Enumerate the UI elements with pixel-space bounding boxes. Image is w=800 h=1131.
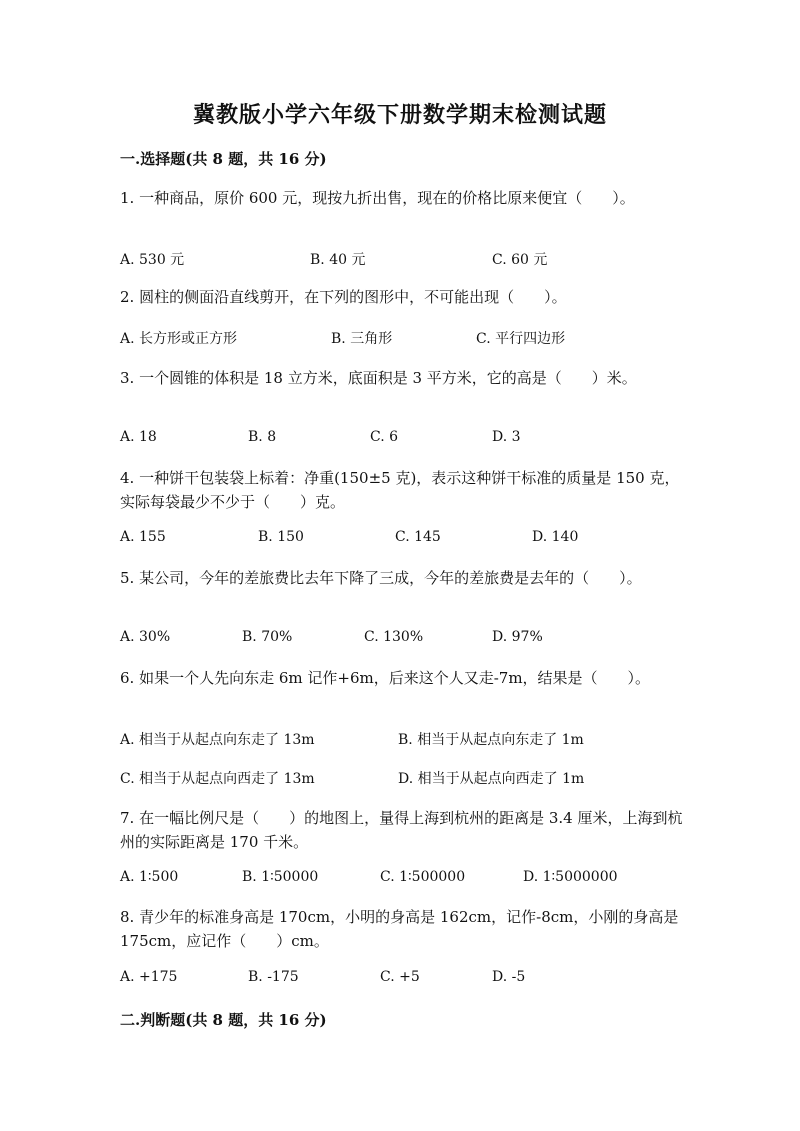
- question-7: 7. 在一幅比例尺是（ ）的地图上，量得上海到杭州的距离是 3.4 厘米，上海到杭州的实际距离是 170 千米。: [120, 809, 683, 851]
- option-8a: A. +175: [120, 969, 178, 985]
- option-7d: D. 1∶5000000: [523, 869, 618, 885]
- question-5: 5. 某公司，今年的差旅费比去年下降了三成，今年的差旅费是去年的（ ）。: [120, 569, 642, 587]
- option-6a: A. 相当于从起点向东走了 13m: [120, 732, 315, 748]
- option-1a: A. 530 元: [120, 252, 185, 268]
- option-4a: A. 155: [120, 529, 166, 545]
- option-2b: B. 三角形: [331, 331, 393, 347]
- section-heading-judge: 二.判断题(共 8 题，共 16 分): [120, 1011, 327, 1029]
- option-2a: A. 长方形或正方形: [120, 331, 238, 347]
- option-5c: C. 130%: [364, 629, 424, 645]
- option-4b: B. 150: [258, 529, 304, 545]
- option-5d: D. 97%: [492, 629, 543, 645]
- option-2c: C. 平行四边形: [476, 331, 566, 347]
- question-3: 3. 一个圆锥的体积是 18 立方米，底面积是 3 平方米，它的高是（ ）米。: [120, 369, 637, 387]
- option-4c: C. 145: [395, 529, 441, 545]
- option-3a: A. 18: [120, 429, 157, 445]
- option-6d: D. 相当于从起点向西走了 1m: [398, 771, 585, 787]
- option-6b: B. 相当于从起点向东走了 1m: [398, 732, 584, 748]
- option-5b: B. 70%: [242, 629, 293, 645]
- option-6c: C. 相当于从起点向西走了 13m: [120, 771, 315, 787]
- option-8c: C. +5: [380, 969, 420, 985]
- question-4: 4. 一种饼干包装袋上标着：净重(150±5 克)，表示这种饼干标准的质量是 150 克，实际每袋最少不少于（ ）克。: [120, 469, 680, 511]
- option-1c: C. 60 元: [492, 252, 548, 268]
- section-heading-choice: 一.选择题(共 8 题，共 16 分): [120, 150, 327, 168]
- question-8: 8. 青少年的标准身高是 170cm，小明的身高是 162cm，记作-8cm，小刚的身高是 175cm，应记作（ ）cm。: [120, 908, 679, 950]
- option-8b: B. -175: [248, 969, 299, 985]
- option-1b: B. 40 元: [310, 252, 366, 268]
- option-3d: D. 3: [492, 429, 521, 445]
- option-4d: D. 140: [532, 529, 579, 545]
- option-7a: A. 1∶500: [120, 869, 179, 885]
- option-7b: B. 1∶50000: [242, 869, 319, 885]
- question-6: 6. 如果一个人先向东走 6m 记作+6m，后来这个人又走-7m，结果是（ ）。: [120, 669, 651, 687]
- option-3b: B. 8: [248, 429, 277, 445]
- question-1: 1. 一种商品，原价 600 元，现按九折出售，现在的价格比原来便宜（ ）。: [120, 189, 635, 207]
- option-5a: A. 30%: [120, 629, 171, 645]
- page-title: 冀教版小学六年级下册数学期末检测试题: [192, 102, 607, 128]
- option-7c: C. 1∶500000: [380, 869, 466, 885]
- option-8d: D. -5: [492, 969, 526, 985]
- option-3c: C. 6: [370, 429, 399, 445]
- question-2: 2. 圆柱的侧面沿直线剪开，在下列的图形中，不可能出现（ ）。: [120, 288, 567, 306]
